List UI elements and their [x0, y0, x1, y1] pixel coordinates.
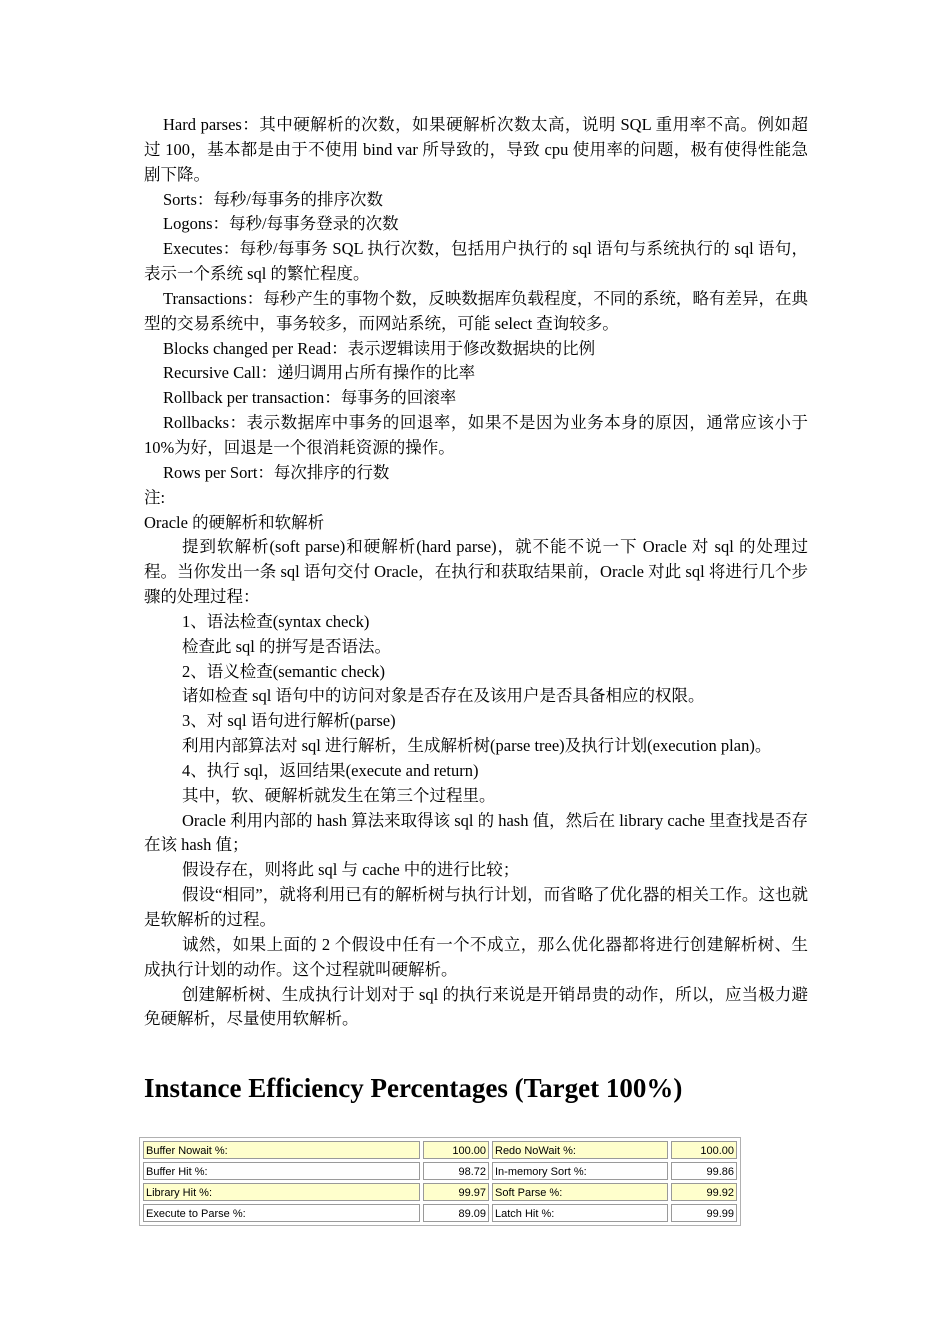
- step-3-title: 3、对 sql 语句进行解析(parse): [182, 711, 396, 731]
- step-2-desc: 诸如检查 sql 语句中的访问对象是否存在及该用户是否具备相应的权限。: [182, 686, 705, 706]
- note-label: 注:: [144, 487, 166, 507]
- step-2-title: 2、语义检查(semantic check): [182, 661, 385, 681]
- metric-label: Redo NoWait %:: [492, 1141, 668, 1159]
- metric-label: Library Hit %:: [143, 1183, 420, 1201]
- metric-value: 99.92: [671, 1183, 737, 1201]
- table-row: [143, 1141, 737, 1159]
- paragraph-rollback-per-transaction: Rollback per transaction：每事务的回滚率: [163, 388, 457, 408]
- section-title-parse: Oracle 的硬解析和软解析: [144, 512, 325, 532]
- metric-value: 99.97: [423, 1183, 489, 1201]
- paragraph-logons: Logons：每秒/每事务登录的次数: [163, 214, 399, 234]
- paragraph-transactions: Transactions：每秒产生的事物个数，反映数据库负载程度，不同的系统，略有差异，在典型的交易系统中，事务较多，而网站系统，可能 select 查询较多。: [144, 288, 808, 333]
- metric-label: Buffer Hit %:: [143, 1162, 420, 1180]
- metric-value: 100.00: [671, 1141, 737, 1159]
- paragraph-hard-parses: Hard parses：其中硬解析的次数，如果硬解析次数太高，说明 SQL 重用率不高。例如超过 100，基本都是由于不使用 bind var 所导致的，导致 cpu 使用率的问题，极有使得性能急剧下降。: [144, 115, 808, 184]
- step-1-desc: 检查此 sql 的拼写是否语法。: [182, 636, 392, 656]
- paragraph-soft-parse: 假设“相同”，就将利用已有的解析树与执行计划，而省略了优化器的相关工作。这也就是软解析的过程。: [144, 885, 808, 929]
- paragraph-avoid-hard-parse: 创建解析树、生成执行计划对于 sql 的执行来说是开销昂贵的动作，所以，应当极力避免硬解析，尽量使用软解析。: [144, 984, 808, 1029]
- table-row: [143, 1204, 737, 1222]
- paragraph-hard-parse: 诚然，如果上面的 2 个假设中任有一个不成立，那么优化器都将进行创建解析树、生成执行计划的动作。这个过程就叫硬解析。: [144, 934, 808, 979]
- step-1-title: 1、语法检查(syntax check): [182, 611, 370, 631]
- paragraph-parse-intro: 提到软解析(soft parse)和硬解析(hard parse)，就不能不说一下 Oracle 对 sql 的处理过程。当你发出一条 sql 语句交付 Oracle，在执行和获取结果前，Oracle 对此 sql 将进行几个步骤的处理过程：: [144, 537, 808, 607]
- step-3-desc: 利用内部算法对 sql 进行解析，生成解析树(parse tree)及执行计划(execution plan)。: [182, 736, 772, 756]
- paragraph-compare: 假设存在，则将此 sql 与 cache 中的进行比较；: [182, 860, 520, 880]
- document-body: [144, 113, 808, 1032]
- step-4-title: 4、执行 sql，返回结果(execute and return): [182, 760, 479, 780]
- metric-value: 98.72: [423, 1162, 489, 1180]
- metric-value: 99.86: [671, 1162, 737, 1180]
- metric-label: Latch Hit %:: [492, 1204, 668, 1222]
- metric-label: Execute to Parse %:: [143, 1204, 420, 1222]
- metric-label: Soft Parse %:: [492, 1183, 668, 1201]
- paragraph-rollbacks: Rollbacks：表示数据库中事务的回退率，如果不是因为业务本身的原因，通常应该小于 10%为好，回退是一个很消耗资源的操作。: [144, 413, 808, 457]
- instance-efficiency-table: [139, 1137, 741, 1226]
- paragraph-hash-lookup: Oracle 利用内部的 hash 算法来取得该 sql 的 hash 值，然后在 library cache 里查找是否存在该 hash 值；: [144, 810, 808, 855]
- metric-label: Buffer Nowait %:: [143, 1141, 420, 1159]
- paragraph-rows-per-sort: Rows per Sort：每次排序的行数: [163, 462, 390, 482]
- metric-value: 100.00: [423, 1141, 489, 1159]
- table-row: [143, 1162, 737, 1180]
- paragraph-soft-hard-where: 其中，软、硬解析就发生在第三个过程里。: [182, 785, 496, 805]
- paragraph-recursive-call: Recursive Call：递归调用占所有操作的比率: [163, 363, 476, 383]
- metric-value: 99.99: [671, 1204, 737, 1222]
- table-row: [143, 1183, 737, 1201]
- metric-label: In-memory Sort %:: [492, 1162, 668, 1180]
- section-heading-instance-efficiency: Instance Efficiency Percentages (Target 100%): [144, 1073, 683, 1103]
- paragraph-executes: Executes：每秒/每事务 SQL 执行次数，包括用户执行的 sql 语句与系统执行的 sql 语句，表示一个系统 sql 的繁忙程度。: [144, 239, 808, 284]
- paragraph-blocks-changed: Blocks changed per Read：表示逻辑读用于修改数据块的比例: [163, 338, 596, 358]
- paragraph-sorts: Sorts：每秒/每事务的排序次数: [163, 189, 384, 209]
- metric-value: 89.09: [423, 1204, 489, 1222]
